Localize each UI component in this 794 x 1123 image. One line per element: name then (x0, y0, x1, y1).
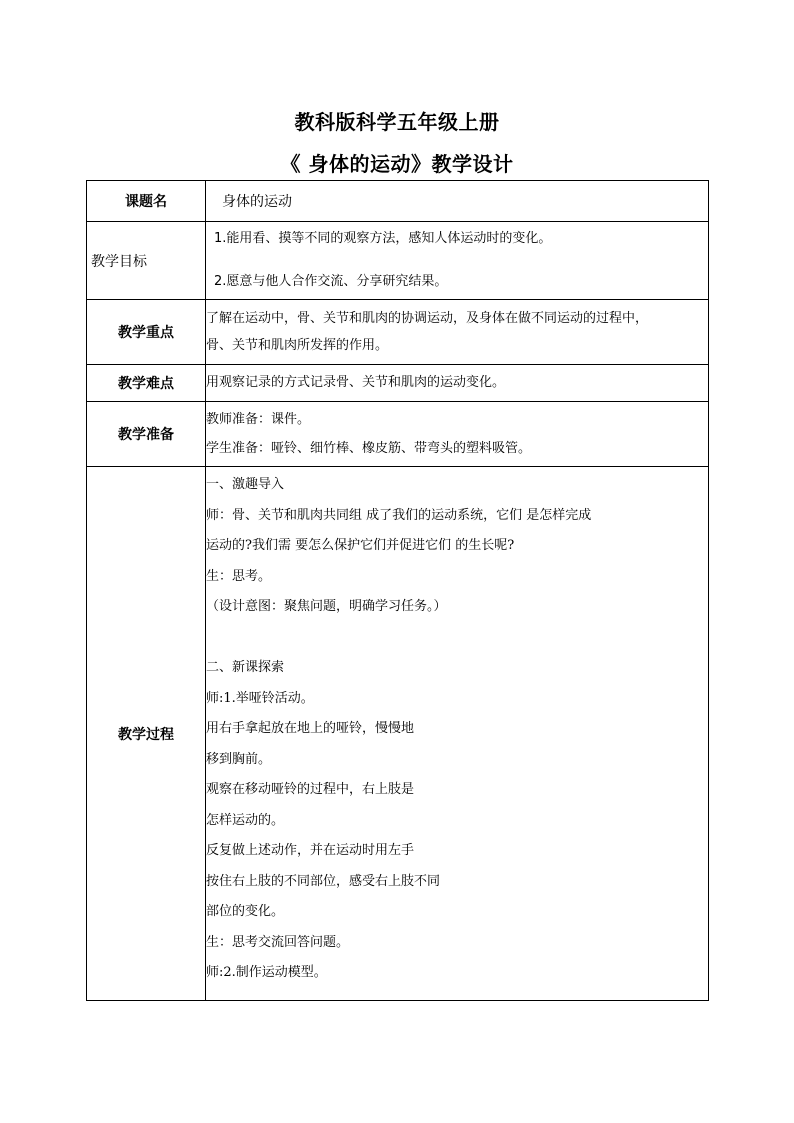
process-line: 按住右上肢的不同部位，感受右上肢不同 (206, 873, 441, 889)
goal-line: 2.愿意与他人合作交流、分享研究结果。 (214, 273, 448, 289)
process-line: 移到胸前。 (206, 751, 272, 767)
process-line: 怎样运动的。 (206, 812, 285, 828)
process-line: 运动的?我们需 要怎么保护它们并促进它们 的生长呢? (206, 538, 515, 553)
topic-label: 课题名 (87, 181, 206, 222)
process-line: 反复做上述动作，并在运动时用左手 (206, 843, 415, 858)
process-line: 师:1.举哑铃活动。 (206, 690, 314, 706)
key-points-content (206, 300, 709, 365)
difficulties-value: 用观察记录的方式记录骨、关节和肌肉的运动变化。 (206, 365, 709, 402)
lesson-plan-table (86, 180, 709, 1001)
key-points-label: 教学重点 (87, 300, 206, 365)
process-blank-line (206, 623, 708, 654)
process-content (206, 467, 709, 1001)
process-line: 一、激趣导入 (206, 477, 285, 492)
row-process (87, 467, 709, 1001)
key-point-line: 骨、关节和肌肉所发挥的作用。 (206, 338, 389, 353)
process-line: 师：骨、关节和肌肉共同组 成了我们的运动系统，它们 是怎样完成 (206, 507, 592, 523)
preparation-line: 学生准备：哑铃、细竹棒、橡皮筋、带弯头的塑料吸管。 (206, 441, 532, 456)
process-line: 部位的变化。 (206, 904, 285, 919)
preparation-line: 教师准备：课件。 (206, 412, 311, 427)
process-line: 二、新课探索 (206, 660, 285, 675)
goal-line: 1.能用看、摸等不同的观察方法，感知人体运动时的变化。 (214, 230, 552, 246)
document-title: 教科版科学五年级上册 (294, 110, 500, 134)
goals-content (206, 222, 709, 300)
document-subtitle: 《 身体的运动》教学设计 (280, 152, 514, 176)
process-line: （设计意图：聚焦问题，明确学习任务。） (206, 599, 447, 614)
process-label: 教学过程 (87, 467, 206, 1001)
process-line: 生：思考。 (206, 568, 272, 584)
key-point-line: 了解在运动中，骨、关节和肌肉的协调运动，及身体在做不同运动的过程中， (206, 311, 649, 326)
process-line: 用右手拿起放在地上的哑铃，慢慢地 (206, 721, 415, 736)
process-line: 观察在移动哑铃的过程中，右上肢是 (206, 782, 415, 797)
difficulties-label: 教学难点 (87, 365, 206, 402)
preparation-label: 教学准备 (87, 402, 206, 467)
process-line: 师:2.制作运动模型。 (206, 965, 327, 980)
process-line: 生：思考交流回答问题。 (206, 934, 350, 950)
row-difficulties (87, 365, 709, 402)
row-preparation (87, 402, 709, 467)
row-goals (87, 222, 709, 300)
preparation-content (206, 402, 709, 467)
goals-label: 教学目标 (87, 222, 206, 300)
row-key-points (87, 300, 709, 365)
row-topic (87, 181, 709, 222)
topic-value: 身体的运动 (206, 181, 709, 222)
